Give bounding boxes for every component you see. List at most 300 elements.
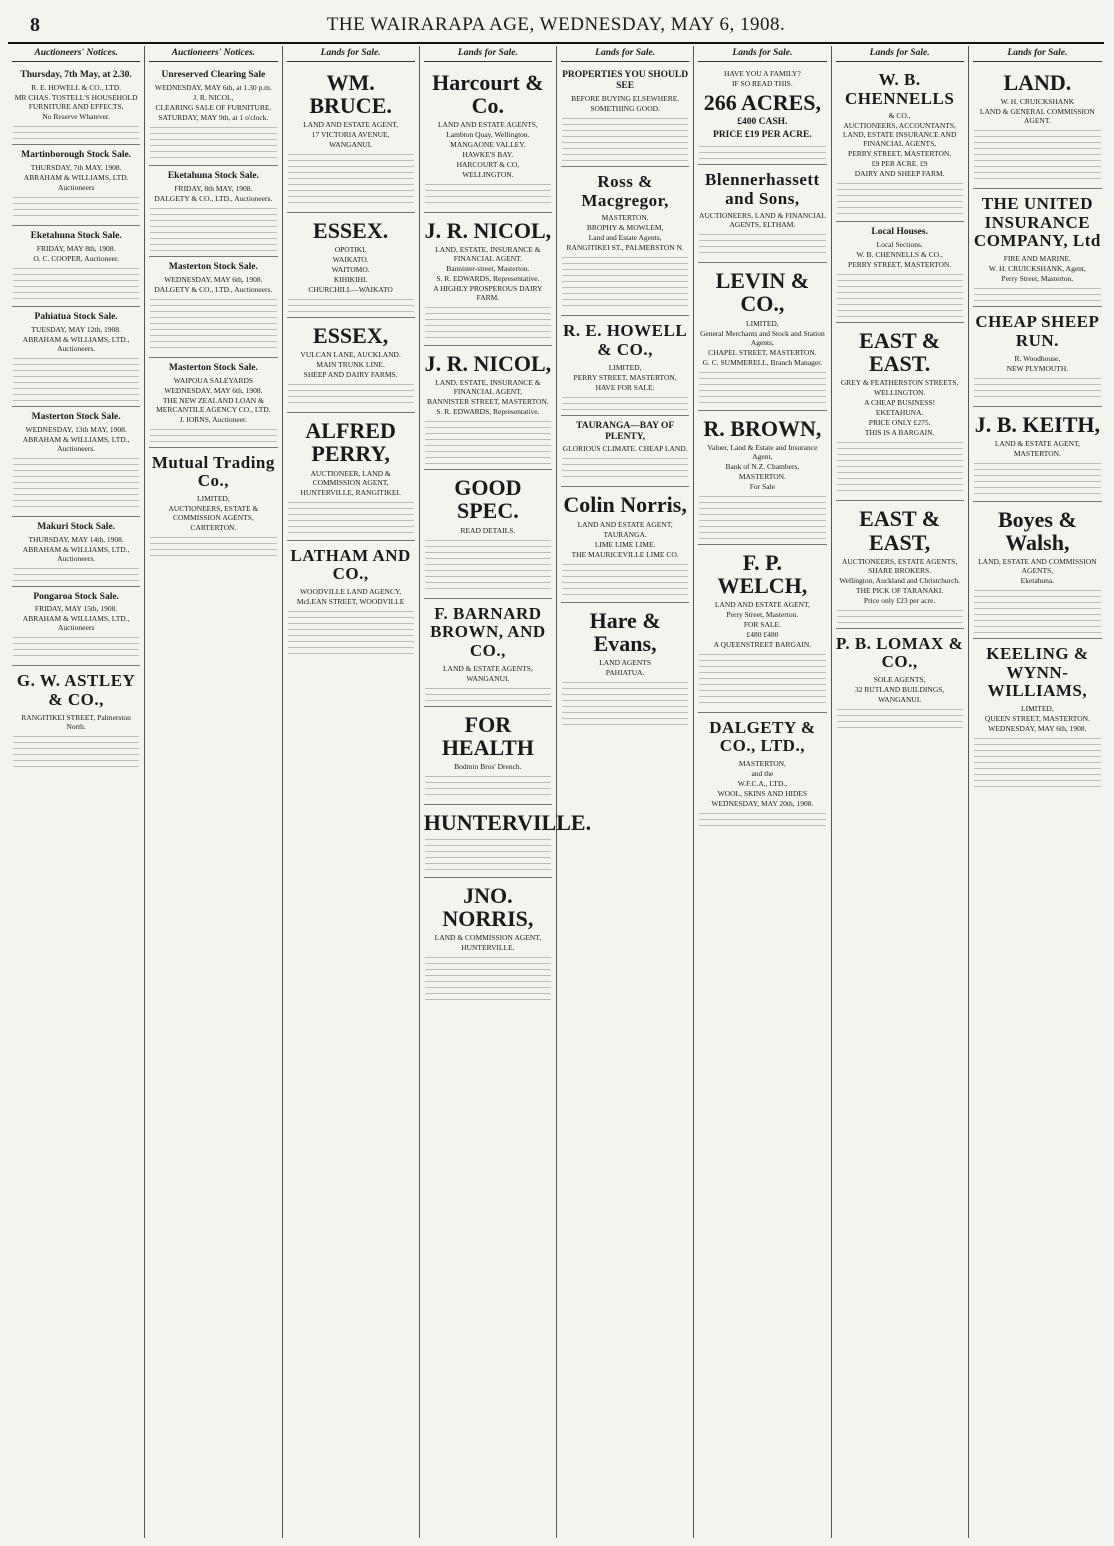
- ad-display-name: LAND.: [1003, 70, 1072, 95]
- ad-line: Bannister-street, Masterton.: [446, 264, 530, 274]
- ad-line: WEDNESDAY, MAY 6th, 1908.: [164, 385, 263, 395]
- body-text-block: [13, 736, 139, 770]
- ad-line: MASTERTON.: [601, 213, 649, 223]
- ad-line: NEW PLYMOUTH.: [1006, 363, 1069, 373]
- ad-line: THE MAURICEVILLE LIME CO.: [571, 549, 679, 559]
- body-text-block: [562, 397, 688, 411]
- ad-display-name: Colin Norris,: [563, 492, 687, 518]
- body-text-block: [13, 458, 139, 512]
- ad-display-name: P. B. LOMAX & CO.,: [836, 633, 964, 672]
- ad-display-name: Hare & Evans,: [589, 607, 661, 656]
- advertisement: [836, 629, 964, 737]
- ad-line: EKETAHUNA.: [875, 408, 924, 418]
- ad-line: A HIGHLY PROSPEROUS DAIRY FARM.: [433, 284, 543, 303]
- ad-display-name: DALGETY & CO., LTD.,: [709, 717, 816, 756]
- ad-line: DALGETY & CO., LTD., Auctioneers.: [154, 284, 273, 294]
- advertisement: [149, 358, 277, 448]
- ad-line: HUNTERVILLE.: [461, 943, 515, 953]
- ad-display-name: 266 ACRES,: [703, 90, 822, 115]
- body-text-block: [13, 358, 139, 402]
- advertisement: [149, 448, 277, 565]
- column-header: Lands for Sale.: [698, 46, 826, 62]
- ad-line: SATURDAY, MAY 9th, at 1 o'clock.: [158, 112, 269, 122]
- ad-line: RANGITIKEI ST., PALMERSTON N.: [566, 243, 684, 253]
- ad-line: WANGANUI.: [466, 673, 510, 683]
- ad-line: £400 CASH.: [737, 117, 788, 128]
- ad-display-name: CHEAP SHEEP RUN.: [975, 312, 1100, 350]
- ad-line: FRIDAY, MAY 8th, 1908.: [36, 243, 116, 253]
- ad-line: J. IORNS, Auctioneer.: [179, 414, 248, 424]
- ad-line: Land and Estate Agents,: [588, 233, 662, 243]
- column-header: Auctioneers' Notices.: [149, 46, 277, 62]
- ad-line: LAND & GENERAL COMMISSION AGENT.: [979, 107, 1095, 126]
- advertisement: [973, 639, 1102, 796]
- ad-display-name: Harcourt & Co.: [432, 70, 544, 119]
- advertisement: [698, 713, 826, 831]
- ad-line: PERRY STREET, MASTERTON.: [848, 260, 952, 270]
- ad-line: Price only £23 per acre.: [863, 595, 936, 605]
- body-text-block: [288, 299, 414, 313]
- ad-line: W. H. CRUICKSHANK, Agent,: [988, 264, 1086, 274]
- newspaper-title: THE WAIRARAPA AGE, WEDNESDAY, MAY 6, 1908.: [326, 14, 786, 35]
- masthead: [8, 10, 1104, 44]
- column-5: [557, 46, 694, 1538]
- ad-line: AUCTIONEERS, ESTATE & COMMISSION AGENTS,: [168, 504, 259, 523]
- ad-line: O. C. COOPER, Auctioneer.: [33, 253, 119, 263]
- ad-line: READ DETAILS.: [460, 525, 516, 535]
- ad-line: HARCOURT & CO,: [456, 160, 520, 170]
- body-text-block: [150, 208, 276, 252]
- advertisement: [287, 213, 415, 318]
- ad-line: SOMETHING GOOD.: [590, 103, 660, 113]
- body-text-block: [425, 184, 551, 208]
- advertisement: [973, 407, 1102, 502]
- ad-display-name: Ross & Macgregor,: [581, 171, 669, 210]
- body-text-block: [150, 127, 276, 161]
- ad-line: SOLE AGENTS,: [873, 675, 926, 685]
- body-text-block: [699, 234, 825, 258]
- advertisement: [973, 189, 1102, 307]
- ad-line: Makuri Stock Sale.: [37, 521, 116, 532]
- ad-display-name: W. B. CHENNELLS: [844, 70, 955, 108]
- advertisement: [287, 413, 415, 540]
- ad-line: Bank of N.Z. Chambers,: [725, 461, 800, 471]
- ad-line: WEDNESDAY, 13th MAY, 1908.: [25, 424, 127, 434]
- ad-display-name: ESSEX,: [313, 323, 389, 349]
- body-text-block: [13, 197, 139, 221]
- advertisement: [561, 603, 689, 730]
- ad-line: Bodmin Bros' Drench.: [454, 761, 522, 771]
- ad-display-name: THE UNITED INSURANCE COMPANY, Ltd: [973, 194, 1101, 251]
- advertisement: [561, 487, 689, 602]
- ad-display-name: R. BROWN,: [703, 415, 822, 441]
- ad-line: BEFORE BUYING ELSEWHERE.: [571, 93, 680, 103]
- ad-line: THE NEW ZEALAND LOAN & MERCANTILE AGENCY CO., LTD.: [156, 395, 271, 414]
- advertisement: [973, 307, 1102, 406]
- ad-line: ABRAHAM & WILLIAMS, LTD., Auctioneers.: [22, 544, 130, 563]
- body-text-block: [150, 299, 276, 353]
- body-text-block: [13, 268, 139, 302]
- ad-line: THURSDAY, 7th MAY, 1908.: [30, 162, 122, 172]
- ad-display-name: HUNTERVILLE.: [423, 809, 592, 835]
- ad-line: Masterton Stock Sale.: [31, 411, 121, 422]
- advertisement: [561, 167, 689, 316]
- body-text-block: [699, 654, 825, 708]
- body-text-block: [699, 813, 825, 827]
- ad-line: WEDNESDAY, MAY 6th, at 1.30 p.m.: [154, 82, 272, 92]
- body-text-block: [974, 378, 1101, 402]
- column-7: [832, 46, 969, 1538]
- page-number: 8: [30, 14, 40, 36]
- body-text-block: [699, 496, 825, 540]
- body-text-block: [974, 130, 1101, 184]
- ad-line: A CHEAP BUSINESS!: [864, 398, 936, 408]
- ad-line: FOR SALE.: [743, 619, 781, 629]
- ad-display-name: ESSEX.: [313, 218, 389, 244]
- ad-line: ABRAHAM & WILLIAMS, LTD., Auctioneers: [22, 614, 130, 633]
- ad-line: FIRE AND MARINE.: [1003, 254, 1072, 264]
- ad-line: £9 PER ACRE. £9: [871, 159, 928, 169]
- advertisement: [836, 501, 964, 628]
- ad-line: QUEEN STREET, MASTERTON.: [984, 713, 1090, 723]
- advertisement: [149, 166, 277, 257]
- advertisement: [698, 165, 826, 263]
- ad-line: SHEEP AND DAIRY FARMS.: [303, 370, 398, 380]
- ad-line: 17 VICTORIA AVENUE,: [311, 130, 390, 140]
- ad-line: LAND & ESTATE AGENT,: [994, 438, 1080, 448]
- body-text-block: [562, 458, 688, 482]
- ad-line: Local Sections.: [876, 240, 923, 250]
- ad-line: PRICE £19 PER ACRE.: [713, 130, 812, 141]
- ad-line: WAITOMO.: [331, 265, 370, 275]
- ad-line: HUNTERVILLE, RANGITIKEI.: [300, 487, 401, 497]
- advertisement: [149, 65, 277, 166]
- ad-line: DALGETY & CO., LTD., Auctioneers.: [154, 193, 273, 203]
- ad-line: LAND, ESTATE AND COMMISSION AGENTS,: [978, 556, 1097, 575]
- ad-line: Lambton Quay, Wellington.: [446, 130, 530, 140]
- ad-line: LAND & COMMISSION AGENT,: [434, 933, 542, 943]
- advertisement: [12, 145, 140, 226]
- ad-line: WANGANUI.: [329, 140, 373, 150]
- ad-line: and the: [751, 769, 774, 779]
- ad-line: WOOL, SKINS AND HIDES: [717, 789, 808, 799]
- body-text-block: [699, 372, 825, 406]
- ad-line: THURSDAY, MAY 14th, 1908.: [28, 534, 124, 544]
- ad-line: Local Houses.: [871, 227, 928, 238]
- column-6: [694, 46, 831, 1538]
- column-header: Lands for Sale.: [561, 46, 689, 62]
- body-text-block: [288, 384, 414, 408]
- advertisement: [698, 411, 826, 545]
- ad-line: No Reserve Whatever.: [42, 111, 110, 121]
- ad-line: HAWKE'S BAY.: [462, 150, 514, 160]
- ad-line: LIMITED,: [1021, 703, 1054, 713]
- ad-line: MAIN TRUNK LINE.: [316, 360, 385, 370]
- body-text-block: [425, 957, 551, 1001]
- body-text-block: [974, 463, 1101, 497]
- body-text-block: [425, 540, 551, 594]
- ad-line: Perry Street, Masterton.: [1001, 274, 1074, 284]
- body-text-block: [425, 307, 551, 341]
- advertisement: [287, 318, 415, 413]
- ad-line: ABRAHAM & WILLIAMS, LTD., Auctioneers.: [22, 434, 130, 453]
- ad-display-name: LEVIN & CO.,: [715, 268, 810, 317]
- ad-display-name: J. R. NICOL,: [424, 218, 552, 244]
- ad-line: G. C. SUMMERELL, Branch Manager.: [702, 357, 823, 367]
- advertisement: [836, 323, 964, 501]
- advertisement: [12, 65, 140, 145]
- advertisement: [698, 545, 826, 713]
- ad-line: For Sale: [749, 481, 775, 491]
- body-text-block: [837, 709, 963, 733]
- ad-line: S. R. EDWARDS, Representative.: [436, 274, 540, 284]
- ad-display-name: FOR HEALTH: [441, 711, 534, 760]
- ad-line: LAND & ESTATE AGENTS,: [442, 663, 533, 673]
- advertisement: [973, 502, 1102, 639]
- advertisement: [561, 416, 689, 488]
- ad-line: BANNISTER STREET, MASTERTON.: [426, 397, 549, 407]
- advertisement: [698, 263, 826, 410]
- ad-line: A QUEENSTREET BARGAIN.: [713, 639, 812, 649]
- advertisement: [423, 805, 592, 878]
- ad-line: HAVE YOU A FAMILY?: [723, 69, 801, 78]
- body-text-block: [425, 776, 551, 800]
- ad-line: LAND AND ESTATE AGENTS,: [437, 120, 538, 130]
- body-text-block: [974, 738, 1101, 792]
- column-4: [420, 46, 592, 1538]
- ad-line: Masterton Stock Sale.: [168, 362, 258, 373]
- ad-line: MANGAONE VALLEY.: [450, 140, 526, 150]
- ad-line: CLEARING SALE OF FURNITURE.: [155, 102, 272, 112]
- ad-display-name: F. P. WELCH,: [717, 549, 808, 598]
- ad-line: LAND, ESTATE, INSURANCE & FINANCIAL AGENT.: [435, 245, 541, 264]
- ad-line: DAIRY AND SHEEP FARM.: [854, 169, 945, 179]
- ad-line: TAURANGA—BAY OF PLENTY,: [576, 420, 675, 442]
- ad-line: AUCTIONEERS, ACCOUNTANTS, LAND, ESTATE INSURANCE AND FINANCIAL AGENTS,: [842, 121, 957, 149]
- ad-line: LAND AND ESTATE AGENT,: [714, 599, 810, 609]
- column-header: Auctioneers' Notices.: [12, 46, 140, 62]
- ad-display-name: WM. BRUCE.: [309, 70, 392, 119]
- ad-line: Masterton Stock Sale.: [168, 261, 258, 272]
- ad-line: AUCTIONEER, LAND & COMMISSION AGENT,: [310, 468, 391, 487]
- advertisement: [424, 599, 552, 707]
- ad-line: Pongaroa Stock Sale.: [33, 591, 119, 602]
- body-text-block: [562, 682, 688, 726]
- ad-line: WOODVILLE LAND AGENCY,: [299, 586, 402, 596]
- ad-line: LAND AND ESTATE AGENT,: [303, 120, 399, 130]
- ad-line: WAIKATO.: [332, 255, 369, 265]
- ad-display-name: J. B. KEITH,: [974, 411, 1101, 437]
- ad-line: MASTERTON.: [1013, 448, 1061, 458]
- body-text-block: [837, 274, 963, 318]
- ad-line: General Merchants and Stock and Station Agents,: [699, 328, 825, 347]
- body-text-block: [150, 429, 276, 443]
- ad-line: Eketahuna Stock Sale.: [167, 170, 259, 181]
- body-text-block: [837, 183, 963, 217]
- ad-line: LIMITED,: [746, 318, 779, 328]
- ad-line: TAURANGA.: [603, 529, 647, 539]
- advertisement: [12, 407, 140, 517]
- ad-line: PRICE ONLY £275.: [868, 418, 931, 428]
- ad-line: GREY & FEATHERSTON STREETS,: [840, 378, 959, 388]
- ad-line: Eketahuna Stock Sale.: [30, 230, 122, 241]
- ad-line: W. H. CRUICKSHANK: [1000, 97, 1075, 107]
- ad-display-name: EAST & EAST,: [859, 506, 941, 555]
- advertisement: [836, 222, 964, 323]
- ad-line: ABRAHAM & WILLIAMS, LTD., Auctioneers.: [22, 334, 130, 353]
- ad-line: TUESDAY, MAY 12th, 1908.: [31, 324, 121, 334]
- ad-line: HAVE FOR SALE:: [595, 382, 655, 392]
- ad-line: FRIDAY, MAY 15th, 1908.: [34, 604, 118, 614]
- ad-line: LAND, ESTATE, INSURANCE & FINANCIAL AGENT,: [435, 378, 541, 397]
- body-text-block: [974, 288, 1101, 302]
- ad-line: THE PICK OF TARANAKI.: [856, 585, 944, 595]
- ad-display-name: KEELING & WYNN-WILLIAMS,: [986, 643, 1089, 701]
- ad-line: Auctioneers: [58, 182, 95, 192]
- ad-line: PERRY STREET, MASTERTON.: [848, 149, 952, 159]
- body-text-block: [13, 568, 139, 582]
- ad-line: Eketahuna.: [1020, 575, 1055, 585]
- ad-display-name: Blennerhassett and Sons,: [705, 169, 820, 208]
- ad-line: IF SO READ THIS.: [732, 79, 793, 88]
- ad-line: LIME LIME LIME.: [594, 539, 656, 549]
- ad-display-name: LATHAM AND CO.,: [290, 545, 411, 584]
- advertisement: [424, 346, 552, 470]
- ad-display-name: F. BARNARD BROWN, AND CO.,: [430, 603, 546, 660]
- body-text-block: [425, 839, 551, 873]
- ad-line: PROPERTIES YOU SHOULD SEE: [562, 70, 689, 91]
- ad-display-name: R. E. HOWELL & CO.,: [563, 321, 688, 359]
- ad-display-name: G. W. ASTLEY & CO.,: [16, 671, 136, 710]
- body-text-block: [837, 442, 963, 496]
- ad-line: Pahiatua Stock Sale.: [34, 311, 118, 322]
- body-text-block: [288, 611, 414, 655]
- ad-line: W. B. CHENNELLS & CO.,: [856, 250, 943, 260]
- ad-line: LAND AND ESTATE AGENT,: [577, 519, 673, 529]
- ad-line: R. Woodhouse,: [1014, 353, 1061, 363]
- advertisement: [698, 65, 826, 165]
- ad-line: OPOTIKI.: [334, 245, 367, 255]
- ad-line: RANGITIKEI STREET, Palmerston North.: [21, 712, 131, 731]
- ad-line: Martinborough Stock Sale.: [21, 149, 132, 160]
- column-header: Lands for Sale.: [424, 46, 552, 62]
- ad-line: Thursday, 7th May, at 2.30.: [20, 70, 132, 80]
- advertisement: [12, 226, 140, 307]
- ad-line: AUCTIONEERS, LAND & FINANCIAL AGENTS, ELTHAM.: [699, 211, 826, 230]
- ad-line: PERRY STREET, MASTERTON,: [573, 372, 677, 382]
- ad-line: J. R. NICOL,: [193, 92, 234, 102]
- advertisement: [12, 587, 140, 667]
- ad-line: McLEAN STREET, WOODVILLE: [296, 596, 405, 606]
- ad-display-name: JNO. NORRIS,: [442, 882, 534, 931]
- ad-display-name: Boyes & Walsh,: [997, 506, 1077, 555]
- ad-line: WEDNESDAY, MAY 6th, 1908.: [988, 723, 1087, 733]
- ad-line: PAHIATUA.: [605, 667, 645, 677]
- advertisement: [836, 65, 964, 222]
- body-text-block: [150, 537, 276, 561]
- ad-line: WANGANUI.: [878, 695, 922, 705]
- ad-line: BROPHY & MOWLEM,: [586, 223, 664, 233]
- column-header: Lands for Sale.: [973, 46, 1102, 62]
- ad-line: WAIPOUA SALEYARDS: [173, 375, 254, 385]
- ad-line: R. E. HOWELL & CO., LTD.: [31, 82, 122, 92]
- advertisement: [12, 307, 140, 407]
- ad-line: LAND AGENTS: [599, 657, 652, 667]
- ad-line: THIS IS A BARGAIN.: [864, 428, 935, 438]
- column-2: [145, 46, 282, 1538]
- body-text-block: [699, 146, 825, 160]
- column-1: [8, 46, 145, 1538]
- column-8: [969, 46, 1106, 1538]
- body-text-block: [13, 637, 139, 661]
- ad-line: Unreserved Clearing Sale: [161, 70, 266, 80]
- body-text-block: [425, 688, 551, 702]
- ad-line: KIHIKIHI.: [333, 275, 368, 285]
- ad-line: Perry Street, Masterton.: [726, 609, 799, 619]
- ad-line: LIMITED,: [608, 362, 642, 372]
- body-text-block: [13, 126, 139, 140]
- ad-line: GLORIOUS CLIMATE. CHEAP LAND.: [562, 444, 688, 454]
- columns-grid: [8, 46, 1106, 1538]
- advertisement: [424, 470, 552, 598]
- body-text-block: [562, 257, 688, 311]
- ad-line: FRIDAY, 8th MAY, 1908.: [174, 183, 253, 193]
- ad-line: WELLINGTON.: [462, 170, 514, 180]
- advertisement: [561, 65, 689, 167]
- ad-line: & CO.,: [888, 111, 911, 121]
- ad-line: W.F.C.A., LTD.,: [737, 779, 788, 789]
- column-3: [283, 46, 420, 1538]
- body-text-block: [562, 564, 688, 598]
- ad-line: S. R. EDWARDS, Representative.: [436, 407, 540, 417]
- ad-line: AUCTIONEERS, ESTATE AGENTS, SHARE BROKERS.: [842, 556, 958, 575]
- advertisement: [149, 257, 277, 358]
- advertisement: [287, 65, 415, 213]
- body-text-block: [288, 502, 414, 536]
- ad-display-name: ALFRED PERRY,: [305, 418, 396, 467]
- ad-line: 32 RUTLAND BUILDINGS,: [854, 685, 945, 695]
- ad-display-name: Mutual Trading Co.,: [151, 452, 275, 491]
- advertisement: [424, 878, 552, 1005]
- ad-line: WELLINGTON.: [873, 388, 926, 398]
- ad-line: CARTERTON.: [190, 523, 237, 533]
- ad-display-name: J. R. NICOL,: [424, 351, 552, 377]
- ad-line: WEDNESDAY, MAY 6th, 1908.: [164, 274, 263, 284]
- body-text-block: [425, 421, 551, 465]
- ad-line: WEDNESDAY, MAY 20th, 1908.: [711, 799, 814, 809]
- ad-display-name: GOOD SPEC.: [454, 475, 522, 524]
- ad-line: CHAPEL STREET, MASTERTON.: [708, 347, 817, 357]
- ad-line: Valuer, Land & Estate and Insurance Agent,: [707, 442, 818, 461]
- advertisement: [973, 65, 1102, 189]
- advertisement: [12, 666, 140, 773]
- advertisement: [287, 541, 415, 659]
- ad-line: £480 £480: [746, 629, 779, 639]
- advertisement: [424, 707, 552, 805]
- ad-line: Wellington, Auckland and Christchurch.: [839, 575, 961, 585]
- ad-line: MASTERTON.: [738, 471, 786, 481]
- advertisement: [561, 316, 689, 415]
- ad-line: MASTERTON,: [738, 759, 786, 769]
- body-text-block: [974, 590, 1101, 634]
- column-header: Lands for Sale.: [287, 46, 415, 62]
- ad-line: CHURCHILL—WAIKATO: [308, 285, 393, 295]
- advertisement: [424, 213, 552, 346]
- ad-line: LIMITED,: [197, 494, 230, 504]
- body-text-block: [837, 610, 963, 624]
- body-text-block: [562, 118, 688, 162]
- ad-display-name: EAST & EAST.: [859, 328, 941, 377]
